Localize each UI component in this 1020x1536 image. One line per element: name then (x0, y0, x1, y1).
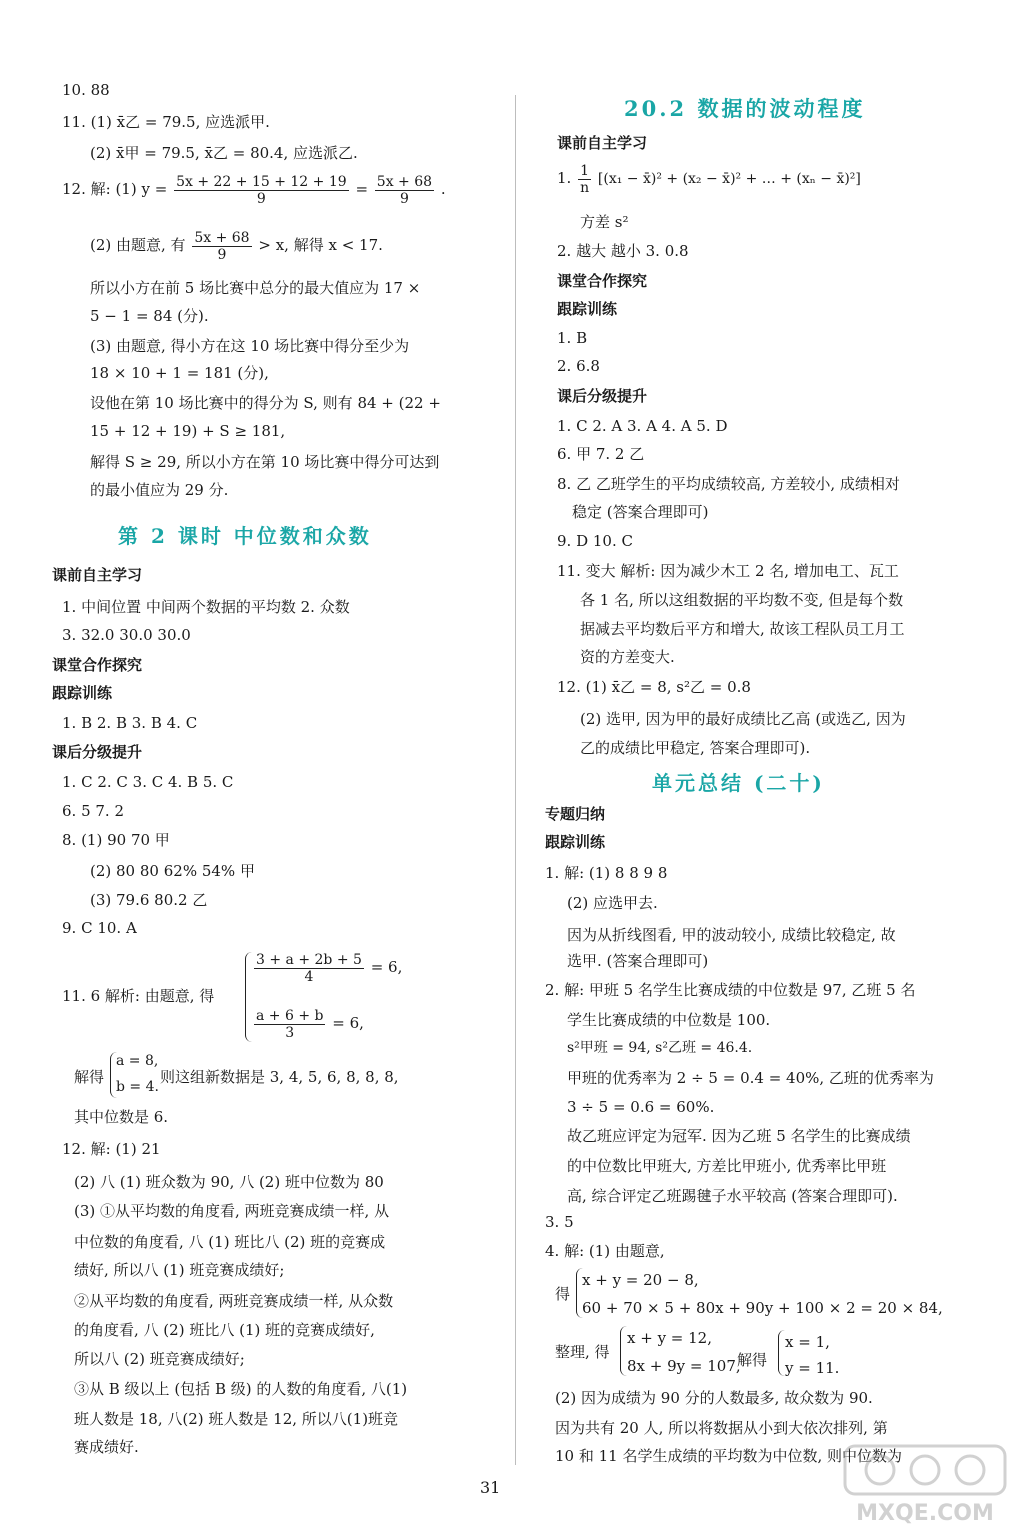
text-line: s²甲班 = 94, s²乙班 = 46.4. (567, 1040, 753, 1056)
equation-rhs: = 6, (370, 958, 403, 976)
text-line: 高, 综合评定乙班踢毽子水平较高 (答案合理即可). (567, 1187, 898, 1205)
answer-12-1 (62, 172, 446, 207)
text-line: 5 − 1 = 84 (分). (90, 307, 209, 325)
equation-line: 8x + 9y = 107, (627, 1357, 741, 1375)
text-line: 4. 解: (1) 由题意, (545, 1242, 665, 1260)
text-line: 解得 S ≥ 29, 所以小方在第 10 场比赛中得分可达到 (90, 453, 440, 471)
subheading: 课堂合作探究 (52, 656, 143, 674)
text-line: 15 + 12 + 19) + S ≥ 181, (90, 422, 286, 440)
subheading: 课后分级提升 (557, 387, 648, 405)
period: . (440, 180, 446, 198)
text-line: (3) 由题意, 得小方在这 10 场比赛中得分至少为 (90, 337, 410, 355)
text-line: (3) ①从平均数的角度看, 两班竞赛成绩一样, 从 (74, 1202, 390, 1220)
fraction-numerator: 5x + 68 (376, 173, 433, 190)
text-line: 3 ÷ 5 = 0.6 = 60%. (567, 1098, 715, 1116)
text-line: 的中位数比甲班大, 方差比甲班小, 优秀率比甲班 (567, 1157, 887, 1175)
equation-line (252, 950, 402, 985)
subheading: 课前自主学习 (52, 566, 143, 584)
subheading: 跟踪训练 (52, 684, 113, 702)
text-line: 11. 变大 解析: 因为减少木工 2 名, 增加电工、瓦工 (557, 562, 899, 580)
section-heading-unit-summary: 单元总结 (二十) (652, 771, 825, 795)
text-line: 8. (1) 90 70 甲 (62, 831, 170, 849)
text-line: 的角度看, 八 (2) 班比八 (1) 班的竞赛成绩好, (74, 1321, 375, 1339)
solution-line: y = 11. (785, 1359, 840, 1377)
text-line: 所以八 (2) 班竞赛成绩好; (74, 1350, 245, 1368)
text-line: 学生比赛成绩的中位数是 100. (567, 1011, 771, 1029)
fraction (192, 230, 251, 263)
solution-line: x = 1, (785, 1333, 830, 1351)
text-line: 的最小值应为 29 分. (90, 481, 229, 499)
section-heading-20-2: 20.2 数据的波动程度 (624, 96, 866, 121)
answer-11-prefix: 11. 6 解析: 由题意, 得 (62, 987, 215, 1005)
fraction (578, 163, 591, 196)
text-line: ③从 B 级以上 (包括 B 级) 的人数的角度看, 八(1) (74, 1380, 408, 1398)
text-line: 因为共有 20 人, 所以将数据从小到大依次排列, 第 (555, 1419, 888, 1437)
fraction-denominator: 3 (285, 1024, 295, 1041)
text-line: 6. 甲 7. 2 乙 (557, 445, 645, 463)
column-divider (515, 95, 516, 1465)
text-line: 据减去平均数后平方和增大, 故该工程队员工月工 (580, 620, 905, 638)
equation-rhs: = 6, (332, 1014, 364, 1032)
subheading: 专题归纳 (545, 805, 606, 823)
text-line: 方差 s² (580, 213, 629, 231)
text-line: 6. 5 7. 2 (62, 802, 125, 820)
solve-label: 解得 (737, 1351, 768, 1369)
fraction-denominator: 9 (217, 246, 227, 263)
text-line: 所以小方在前 5 场比赛中总分的最大值应为 17 × (90, 279, 421, 297)
text-line: (2) 80 80 62% 54% 甲 (90, 862, 255, 880)
text-line: 18 × 10 + 1 = 181 (分), (90, 364, 269, 382)
fraction-denominator: 4 (304, 968, 314, 985)
brace (778, 1330, 785, 1376)
equation-line: x + y = 20 − 8, (582, 1271, 699, 1289)
fraction-denominator: 9 (399, 190, 409, 207)
brace (620, 1326, 627, 1376)
text-line: 各 1 名, 所以这组数据的平均数不变, 但是每个数 (580, 591, 904, 609)
equation-line: 60 + 70 × 5 + 80x + 90y + 100 × 2 = 20 × 84, (582, 1299, 943, 1317)
equation-line (252, 1006, 364, 1041)
fraction-numerator: 5x + 68 (194, 229, 250, 246)
text-line: 3. 32.0 30.0 30.0 (62, 626, 191, 644)
text-line: (2) 八 (1) 班众数为 90, 八 (2) 班中位数为 80 (74, 1173, 384, 1191)
text-line: 10 和 11 名学生成绩的平均数为中位数, 则中位数为 (555, 1447, 903, 1465)
solution-line: a = 8, (116, 1053, 159, 1069)
fraction-numerator: a + 6 + b (256, 1007, 324, 1024)
answer-1-formula (557, 160, 861, 197)
text-line: (2) 因为成绩为 90 分的人数最多, 故众数为 90. (555, 1389, 873, 1407)
text-line: 选甲. (答案合理即可) (567, 952, 709, 970)
text-line: (3) 79.6 80.2 乙 (90, 891, 208, 909)
equals-sign: = (355, 180, 369, 198)
watermark-logo (840, 1438, 1010, 1528)
text-line: 其中位数是 6. (74, 1108, 169, 1126)
text-line: 1. C 2. C 3. C 4. B 5. C (62, 773, 234, 791)
text-line: 中位数的角度看, 八 (1) 班比八 (2) 班的竞赛成 (74, 1233, 386, 1251)
fraction-denominator: n (580, 179, 590, 196)
section-heading-lesson-2: 第 2 课时 中位数和众数 (118, 524, 372, 548)
text-line: 故乙班应评定为冠军. 因为乙班 5 名学生的比赛成绩 (567, 1127, 911, 1145)
text-line: 12. (1) x̄乙 = 8, s²乙 = 0.8 (557, 678, 751, 696)
solution-line: b = 4. (116, 1079, 159, 1095)
answer-12-1-prefix: 12. 解: (1) y = (62, 180, 168, 198)
brace (245, 952, 252, 1042)
text-line: ②从平均数的角度看, 两班竞赛成绩一样, 从众数 (74, 1292, 394, 1310)
answer-11-2: (2) x̄甲 = 79.5, x̄乙 = 80.4, 应选派乙. (90, 144, 358, 162)
text-line: 稳定 (答案合理即可) (572, 503, 709, 521)
text-line: 3. 5 (545, 1213, 574, 1231)
text-line: 2. 越大 越小 3. 0.8 (557, 242, 689, 260)
text-line: 资的方差变大. (580, 648, 675, 666)
text-line: 设他在第 10 场比赛中的得分为 S, 则有 84 + (22 + (90, 394, 441, 412)
text-line: 班人数是 18, 八(2) 班人数是 12, 所以八(1)班竞 (74, 1410, 399, 1428)
answer-12-2-suffix: > x, 解得 x < 17. (258, 236, 383, 254)
variance-formula: [(x₁ − x̄)² + (x₂ − x̄)² + … + (xₙ − x̄)²] (597, 171, 861, 187)
text-line: (2) 选甲, 因为甲的最好成绩比乙高 (或选乙, 因为 (580, 710, 906, 728)
text-line: 则这组新数据是 3, 4, 5, 6, 8, 8, 8, (160, 1068, 399, 1086)
subheading: 课前自主学习 (557, 134, 648, 152)
text-line: 甲班的优秀率为 2 ÷ 5 = 0.4 = 40%, 乙班的优秀率为 (567, 1069, 934, 1087)
text-line: 8. 乙 乙班学生的平均成绩较高, 方差较小, 成绩相对 (557, 475, 900, 493)
fraction-numerator: 5x + 22 + 15 + 12 + 19 (176, 173, 347, 190)
equation-line: x + y = 12, (627, 1329, 712, 1347)
text-line: 9. D 10. C (557, 532, 633, 550)
subheading: 跟踪训练 (557, 300, 618, 318)
fraction-numerator: 3 + a + 2b + 5 (256, 951, 362, 968)
text-line: 绩好, 所以八 (1) 班竞赛成绩好; (74, 1261, 285, 1279)
subheading: 跟踪训练 (545, 833, 606, 851)
page-number: 31 (480, 1478, 501, 1497)
text-line: 2. 解: 甲班 5 名学生比赛成绩的中位数是 97, 乙班 5 名 (545, 981, 916, 999)
item-number: 1. (557, 169, 572, 187)
text-line: 因为从折线图看, 甲的波动较小, 成绩比较稳定, 故 (567, 926, 896, 944)
text-line: 1. B 2. B 3. B 4. C (62, 714, 198, 732)
solve-label: 解得 (74, 1068, 105, 1086)
text-line: 1. 解: (1) 8 8 9 8 (545, 864, 668, 882)
text-line: 1. B (557, 329, 588, 347)
subheading: 课堂合作探究 (557, 272, 648, 290)
fraction (254, 952, 364, 985)
text-line: 2. 6.8 (557, 357, 600, 375)
subheading: 课后分级提升 (52, 743, 143, 761)
text-line: 1. C 2. A 3. A 4. A 5. D (557, 417, 728, 435)
text-line: 赛成绩好. (74, 1438, 139, 1456)
answer-11-1: 11. (1) x̄乙 = 79.5, 应选派甲. (62, 113, 270, 131)
solve-label: 得 (555, 1285, 571, 1303)
fraction (254, 1008, 325, 1041)
text-line: 12. 解: (1) 21 (62, 1140, 161, 1158)
fraction-denominator: 9 (256, 190, 266, 207)
fraction (375, 174, 434, 207)
watermark-text: MXQE.COM (856, 1501, 994, 1526)
text-line: 整理, 得 (555, 1343, 610, 1361)
text-line: (2) 应选甲去. (567, 894, 658, 912)
text-line: 9. C 10. A (62, 919, 137, 937)
text-line: 1. 中间位置 中间两个数据的平均数 2. 众数 (62, 598, 350, 616)
fraction-numerator: 1 (580, 162, 590, 179)
text-line: 乙的成绩比甲稳定, 答案合理即可). (580, 739, 811, 757)
answer-10: 10. 88 (62, 81, 110, 99)
answer-12-2 (90, 228, 383, 263)
fraction (174, 174, 349, 207)
answer-12-2-prefix: (2) 由题意, 有 (90, 236, 186, 254)
